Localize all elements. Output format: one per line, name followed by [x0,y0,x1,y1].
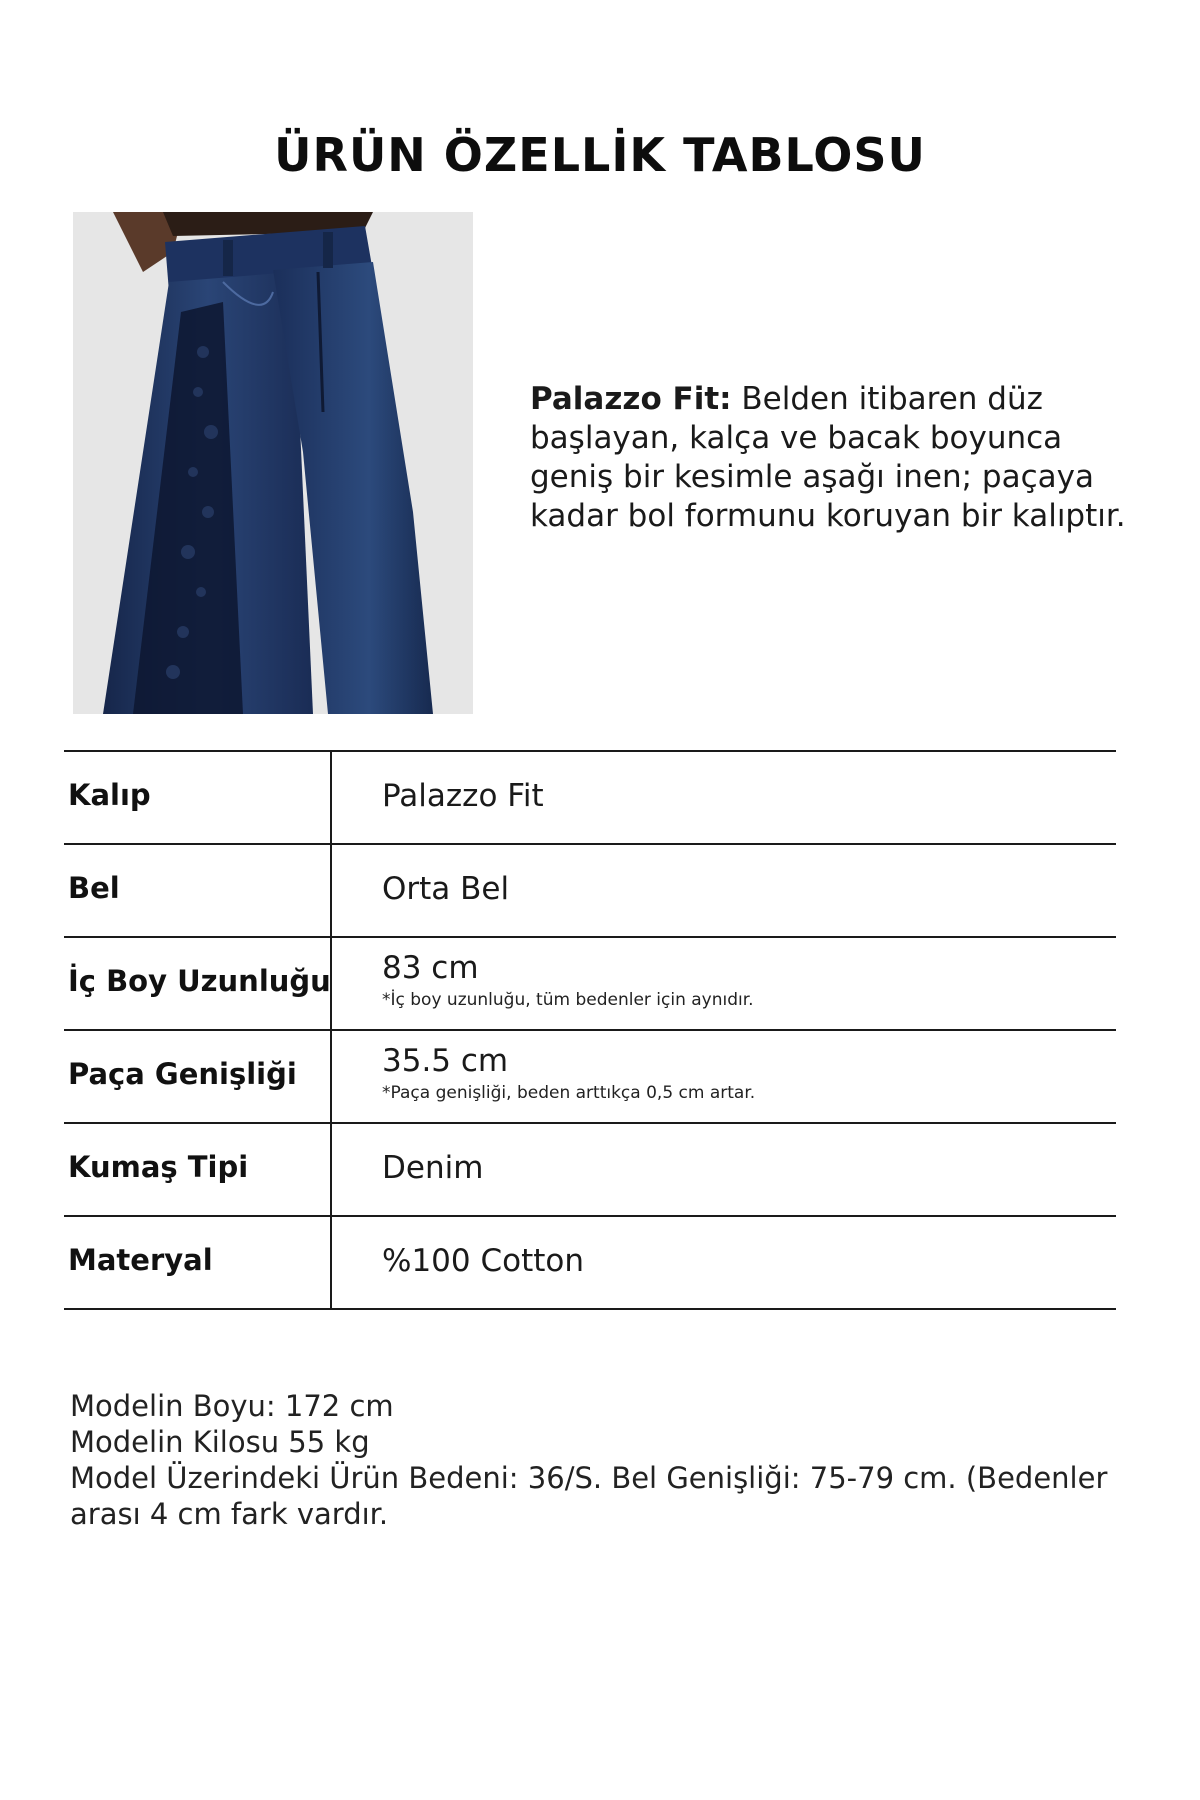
spec-row-bel [64,845,1116,938]
spec-row-materyal [64,1217,1116,1310]
spec-value: 83 cm [382,950,479,986]
fit-description [530,380,1130,536]
spec-note: *İç boy uzunluğu, tüm bedenler için aynıdır. [382,990,754,1010]
column-divider [330,1124,332,1215]
fit-description-text: Belden itibaren düz başlayan, kalça ve bacak boyunca geniş bir kesimle aşağı inen; paçaya kadar bol formunu koruyan bir kalıptır. [530,381,1126,534]
jeans-photo-icon [73,212,473,714]
column-divider [330,1031,332,1122]
spec-label: Materyal [68,1243,213,1277]
spec-row-kumas [64,1124,1116,1217]
spec-label: Kalıp [68,778,151,812]
product-photo [73,212,473,714]
spec-row-ic-boy [64,938,1116,1031]
spec-row-kalip [64,752,1116,845]
spec-label: İç Boy Uzunluğu [68,964,331,998]
fit-description-lead: Palazzo Fit: [530,381,732,417]
spec-value: Denim [382,1150,484,1186]
spec-note: *Paça genişliği, beden arttıkça 0,5 cm artar. [382,1083,756,1103]
column-divider [330,1217,332,1308]
model-size: Model Üzerindeki Ürün Bedeni: 36/S. Bel Genişliği: 75-79 cm. (Bedenler arası 4 cm fark vardır. [70,1461,1108,1531]
column-divider [330,752,332,843]
spec-value: Palazzo Fit [382,778,544,814]
spec-value: 35.5 cm [382,1043,509,1079]
model-height: Modelin Boyu: 172 cm [70,1389,394,1423]
model-info [70,1388,1130,1532]
spec-label: Paça Genişliği [68,1057,297,1091]
column-divider [330,845,332,936]
model-weight: Modelin Kilosu 55 kg [70,1425,370,1459]
spec-row-paca [64,1031,1116,1124]
spec-value: %100 Cotton [382,1243,585,1279]
spec-label: Kumaş Tipi [68,1150,249,1184]
spec-value: Orta Bel [382,871,510,907]
page-title: ÜRÜN ÖZELLİK TABLOSU [274,128,926,182]
spec-table [64,750,1116,1310]
spec-label: Bel [68,871,120,905]
